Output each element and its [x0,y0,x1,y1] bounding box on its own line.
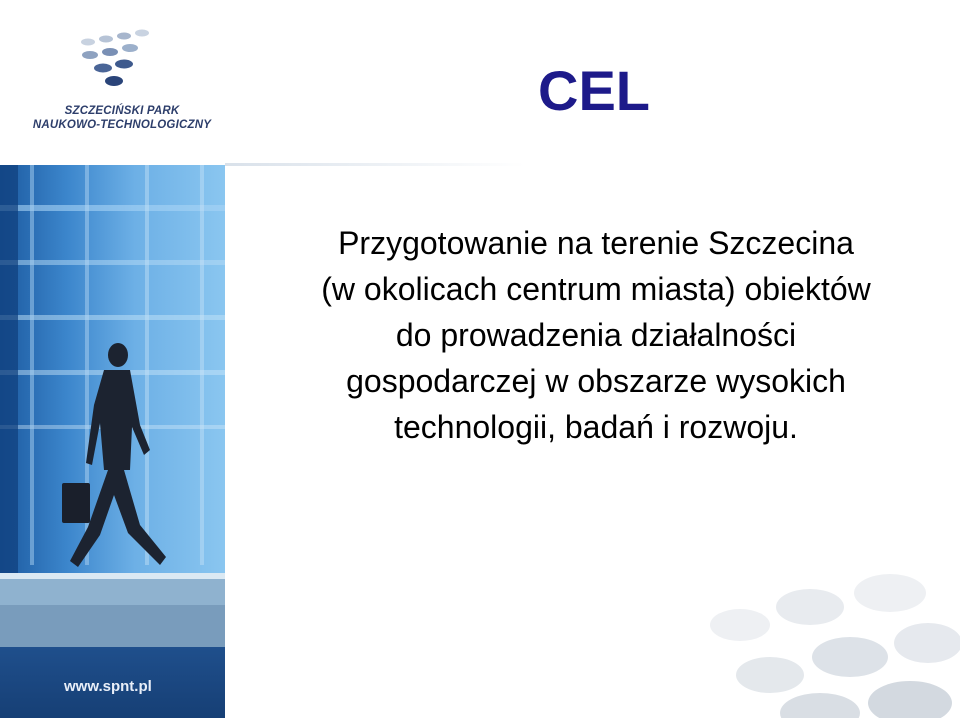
body-line: gospodarczej w obszarze wysokich [346,363,846,399]
logo-line-2: NAUKOWO-TECHNOLOGICZNY [32,119,212,131]
body-line: do prowadzenia działalności [395,317,797,353]
logo-text [22,104,222,132]
header-divider [225,163,525,166]
slide-body [240,220,952,450]
logo-line-1: SZCZECIŃSKI PARK [64,105,180,117]
decorative-dots-icon [680,565,960,718]
walking-businessman-photo [0,165,225,647]
body-line: (w okolicach centrum miasta) obiektów [321,271,871,307]
logo [0,0,225,165]
sidebar [0,0,225,718]
website-link[interactable]: www.spnt.pl [64,678,152,695]
slide-title: CEL [538,59,650,122]
body-line: Przygotowanie na terenie Szczecina [338,225,854,261]
body-line: technologii, badań i rozwoju. [394,409,798,445]
dot-grid-logo-icon [70,28,170,98]
